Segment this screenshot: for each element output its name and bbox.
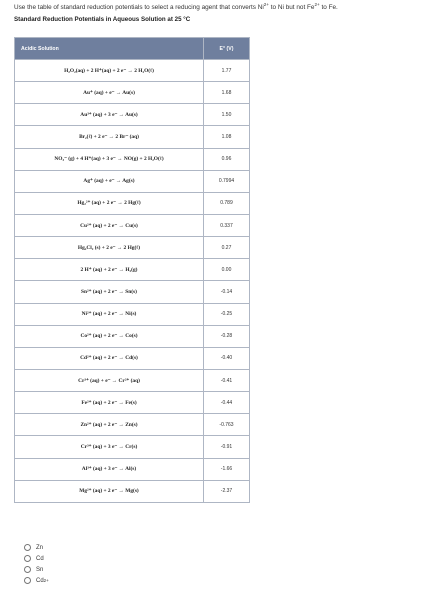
- answer-options: [24, 542, 49, 586]
- table-row: [15, 104, 250, 126]
- option-label: Cd: [36, 577, 44, 584]
- option-label: Cd: [36, 555, 44, 562]
- table-row: [15, 192, 250, 214]
- reaction-cell: Cd²⁺ (aq) + 2 e⁻ → Cd(s): [15, 347, 204, 369]
- potential-cell: 0.337: [204, 214, 250, 236]
- reaction-cell: Hg₂Cl₂ (s) + 2 e⁻ → 2 Hg(ℓ): [15, 237, 204, 259]
- table-row: [15, 82, 250, 104]
- reaction-cell: 2 H⁺ (aq) + 2 e⁻ → H₂(g): [15, 259, 204, 281]
- table-heading: Standard Reduction Potentials in Aqueous Solution at 25 °C: [14, 16, 191, 23]
- table-row: [15, 214, 250, 236]
- table-row: [15, 480, 250, 502]
- option-label: Sn: [36, 566, 44, 573]
- answer-option[interactable]: [24, 553, 49, 564]
- option-charge: 2+: [43, 578, 49, 583]
- radio-button-icon[interactable]: [24, 566, 31, 573]
- table-row: [15, 458, 250, 480]
- potential-cell: 1.68: [204, 82, 250, 104]
- table-row: [15, 281, 250, 303]
- potential-cell: 1.77: [204, 60, 250, 82]
- reaction-cell: Zn²⁺ (aq) + 2 e⁻ → Zn(s): [15, 414, 204, 436]
- potential-cell: -0.14: [204, 281, 250, 303]
- table-row: [15, 259, 250, 281]
- table-row: [15, 237, 250, 259]
- reaction-cell: Cr³⁺ (aq) + 3 e⁻ → Cr(s): [15, 436, 204, 458]
- ni-charge: 2+: [263, 2, 269, 7]
- potential-cell: -0.91: [204, 436, 250, 458]
- table-row: [15, 170, 250, 192]
- potential-cell: -0.40: [204, 347, 250, 369]
- radio-button-icon[interactable]: [24, 555, 31, 562]
- potential-cell: 0.7994: [204, 170, 250, 192]
- answer-option[interactable]: [24, 575, 49, 586]
- reaction-cell: NO₃⁻ (g) + 4 H⁺(aq) + 3 e⁻ → NO(g) + 2 H₂O(ℓ): [15, 148, 204, 170]
- reaction-cell: Cu²⁺ (aq) + 2 e⁻ → Cu(s): [15, 214, 204, 236]
- table-row: [15, 347, 250, 369]
- reaction-cell: H₂O₂(aq) + 2 H⁺(aq) + 2 e⁻ → 2 H₂O(ℓ): [15, 60, 204, 82]
- potential-cell: -2.37: [204, 480, 250, 502]
- reaction-cell: Au⁺ (aq) + e⁻ → Au(s): [15, 82, 204, 104]
- potential-cell: 0.96: [204, 148, 250, 170]
- table-row: [15, 392, 250, 414]
- column-header-reaction: Acidic Solution: [15, 38, 204, 60]
- reduction-potentials-table: [14, 37, 250, 503]
- column-header-potential: E° (V): [204, 38, 250, 60]
- answer-option[interactable]: [24, 564, 49, 575]
- radio-button-icon[interactable]: [24, 544, 31, 551]
- answer-option[interactable]: [24, 542, 49, 553]
- reaction-cell: Co²⁺ (aq) + 2 e⁻ → Co(s): [15, 325, 204, 347]
- radio-button-icon[interactable]: [24, 577, 31, 584]
- table-row: [15, 369, 250, 391]
- potential-cell: -0.28: [204, 325, 250, 347]
- reaction-cell: Sn²⁺ (aq) + 2 e⁻ → Sn(s): [15, 281, 204, 303]
- reaction-cell: Cr³⁺ (aq) + e⁻ → Cr²⁺ (aq): [15, 369, 204, 391]
- table-row: [15, 325, 250, 347]
- fe-charge: 2+: [314, 2, 320, 7]
- question-text: Use the table of standard reduction potentials to select a reducing agent that converts $Ni^{2+}$ to Ni but not $Fe^{2+}$ to Fe.: [14, 2, 338, 12]
- reaction-cell: Mg²⁺ (aq) + 2 e⁻ → Mg(s): [15, 480, 204, 502]
- table-row: [15, 148, 250, 170]
- table-row: [15, 303, 250, 325]
- reaction-cell: Br₂(ℓ) + 2 e⁻ → 2 Br⁻ (aq): [15, 126, 204, 148]
- table-row: [15, 126, 250, 148]
- potential-cell: -0.41: [204, 369, 250, 391]
- potential-cell: 1.50: [204, 104, 250, 126]
- reaction-cell: Ag⁺ (aq) + e⁻ → Ag(s): [15, 170, 204, 192]
- table-row: [15, 436, 250, 458]
- potential-cell: -0.763: [204, 414, 250, 436]
- potential-cell: 0.27: [204, 237, 250, 259]
- potential-cell: -0.25: [204, 303, 250, 325]
- potential-cell: 0.789: [204, 192, 250, 214]
- reaction-cell: Ni²⁺ (aq) + 2 e⁻ → Ni(s): [15, 303, 204, 325]
- option-label: Zn: [36, 544, 44, 551]
- reaction-cell: Au³⁺ (aq) + 3 e⁻ → Au(s): [15, 104, 204, 126]
- table-row: [15, 414, 250, 436]
- potential-cell: -1.66: [204, 458, 250, 480]
- table-row: [15, 60, 250, 82]
- potential-cell: 0.00: [204, 259, 250, 281]
- reaction-cell: Al³⁺ (aq) + 3 e⁻ → Al(s): [15, 458, 204, 480]
- reaction-cell: Hg₂²⁺ (aq) + 2 e⁻ → 2 Hg(ℓ): [15, 192, 204, 214]
- potential-cell: -0.44: [204, 392, 250, 414]
- potential-cell: 1.08: [204, 126, 250, 148]
- reaction-cell: Fe²⁺ (aq) + 2 e⁻ → Fe(s): [15, 392, 204, 414]
